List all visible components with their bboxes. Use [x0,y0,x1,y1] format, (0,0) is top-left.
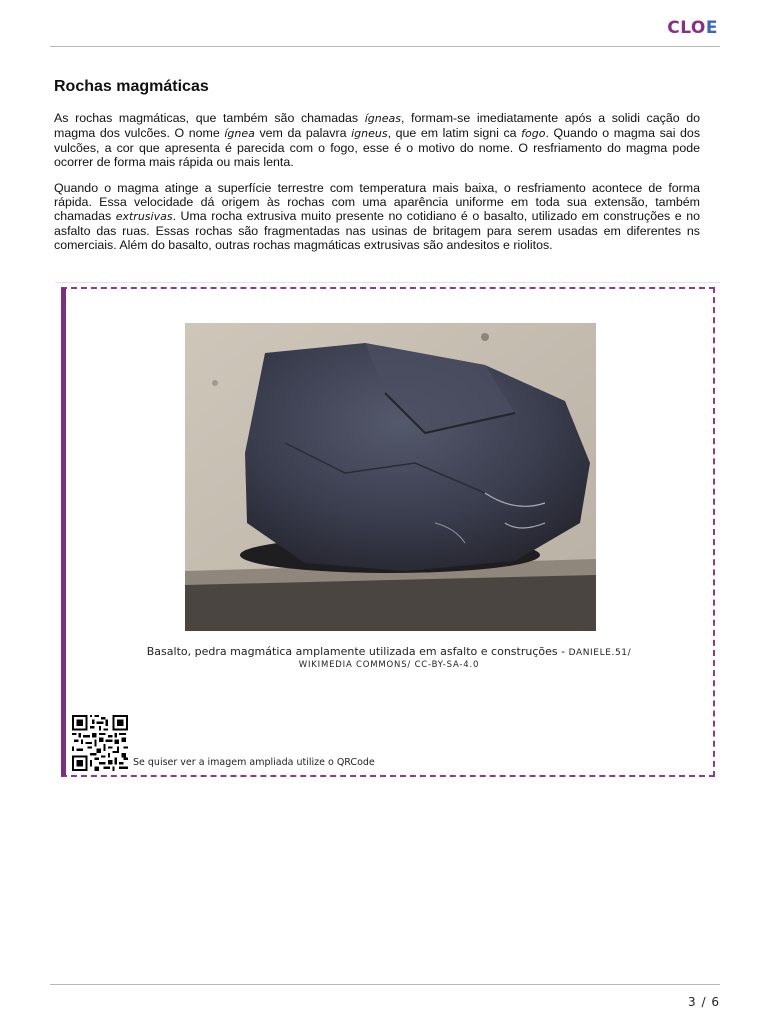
qr-instruction: Se quiser ver a imagem ampliada utilize o QRCode [133,757,375,768]
page-number: 3 / 6 [688,995,720,1009]
footer-divider [50,984,720,985]
figure-top-shadow [55,282,720,283]
cloe-logo: CLOE [667,18,718,38]
basalt-photo[interactable] [185,323,596,631]
header-divider [50,46,720,47]
paragraph-2: Quando o magma atinge a superfície terrestre com temperatura mais baixa, o resfriamento acontece de forma rápida. Essa velocidade dá origem às rochas com uma aparência uniforme em toda sua extensão, também chamadas extrusivas. Uma rocha extrusiva muito presente no cotidiano é o basalto, utilizado em construções e no asfalto das ruas. Essas rochas são fragmentadas nas usinas de britagem para serem usadas em diferentes ns comerciais. Além do basalto, outras rochas magmáticas extrusivas são andesitos e riolitos. [54,181,700,252]
section-title: Rochas magmáticas [54,78,209,95]
paragraph-1: As rochas magmáticas, que também são chamadas ígneas, formam-se imediatamente após a solidi cação do magma dos vulcões. O nome ígnea vem da palavra igneus, que em latim signi ca fogo. Quando o magma sai dos vulcões, a cor que apresenta é parecida com o fogo, esse é o motivo do nome. O resfriamento do magma pode ocorrer de forma mais rápida ou mais lenta. [54,111,701,169]
qr-code[interactable] [72,715,128,771]
figure-caption: Basalto, pedra magmática amplamente utilizada em asfalto e construções - DANIELE.51/ WIKIMEDIA COMMONS/ CC-BY-SA-4.0 [100,645,678,670]
figure-credit-license: WIKIMEDIA COMMONS/ CC-BY-SA-4.0 [298,660,480,670]
